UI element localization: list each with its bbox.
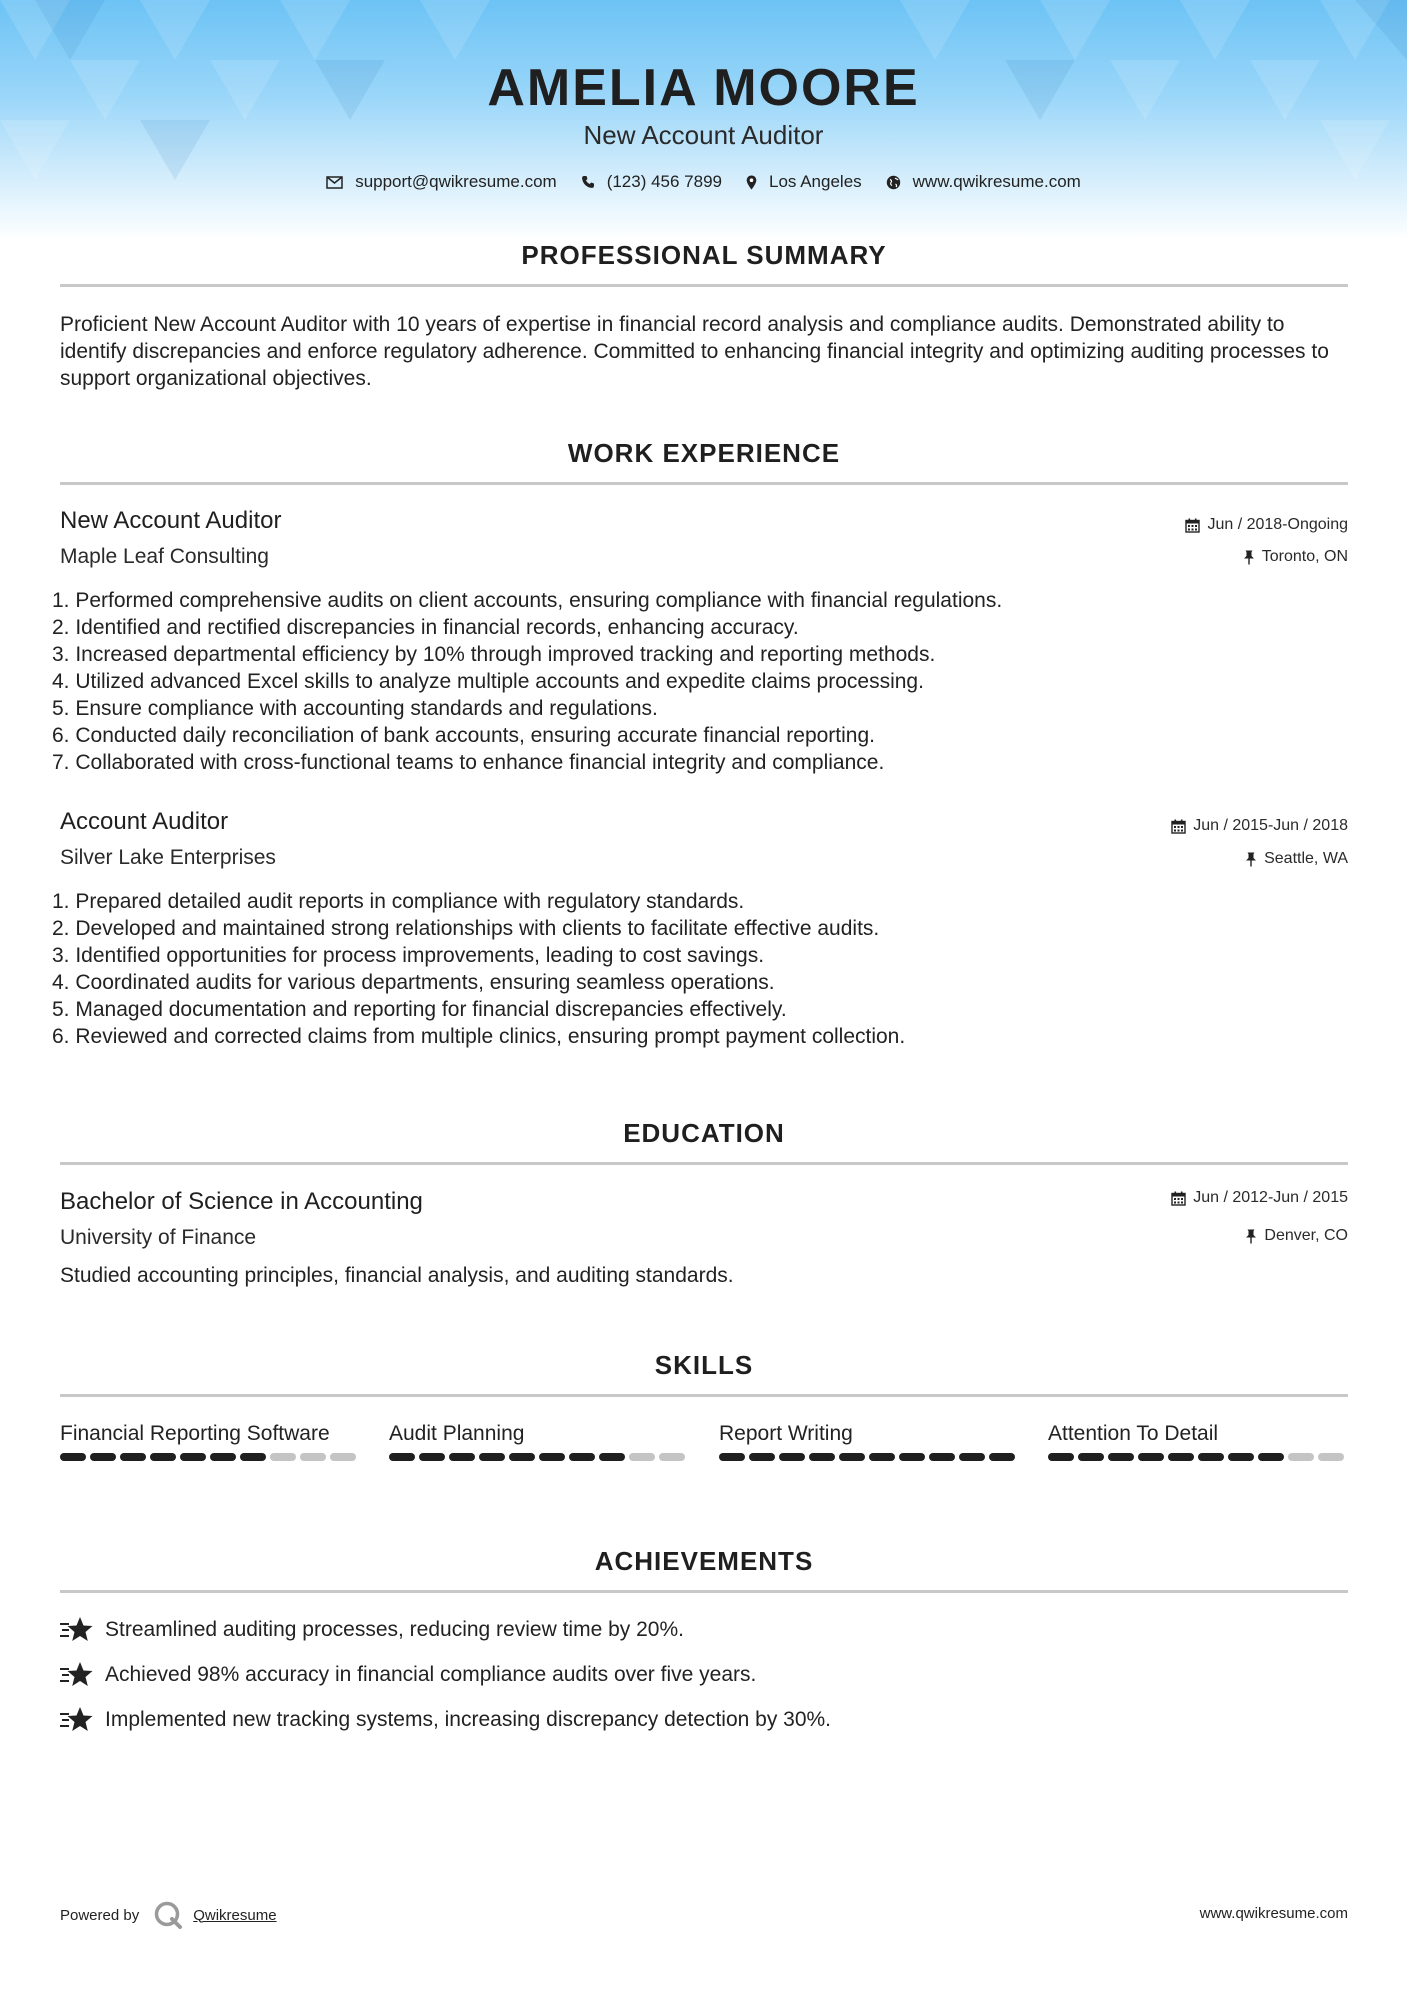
calendar-icon xyxy=(1171,819,1186,834)
job-location-text: Toronto, ON xyxy=(1261,548,1348,565)
star-icon xyxy=(60,1706,93,1734)
globe-icon xyxy=(886,175,901,190)
skill-level-segment xyxy=(839,1453,865,1461)
skill-level-segment xyxy=(1258,1453,1284,1461)
skill-level-segment xyxy=(779,1453,805,1461)
list-item: 7. Collaborated with cross-functional teams to enhance financial integrity and compliance. xyxy=(52,751,885,774)
job-date-text: Jun / 2018-Ongoing xyxy=(1207,516,1348,533)
calendar-icon xyxy=(1171,1191,1186,1206)
skill-level-segment xyxy=(629,1453,655,1461)
skill-level-segment xyxy=(449,1453,475,1461)
skill-level-segment xyxy=(1138,1453,1164,1461)
skill-name: Report Writing xyxy=(719,1422,853,1445)
achievement-item xyxy=(60,1616,684,1644)
map-pin-icon xyxy=(746,175,757,190)
envelope-icon xyxy=(326,176,343,189)
pushpin-icon xyxy=(1245,852,1257,867)
achievement-item xyxy=(60,1661,756,1689)
pushpin-icon xyxy=(1245,1229,1257,1244)
skill-level-segment xyxy=(809,1453,835,1461)
skill-level-segment xyxy=(389,1453,415,1461)
job-location xyxy=(1243,548,1348,566)
achievement-text: Achieved 98% accuracy in financial compliance audits over five years. xyxy=(105,1663,757,1686)
achievement-text: Streamlined auditing processes, reducing review time by 20%. xyxy=(105,1618,684,1641)
skill-level-segment xyxy=(1078,1453,1104,1461)
skill-level-bar xyxy=(1048,1453,1348,1461)
education-date-text: Jun / 2012-Jun / 2015 xyxy=(1193,1189,1348,1206)
skill-level-segment xyxy=(479,1453,505,1461)
experience-divider xyxy=(60,482,1348,485)
job-bullets xyxy=(52,587,1002,776)
education-description: Studied accounting principles, financial analysis, and auditing standards. xyxy=(60,1264,734,1287)
skill-level-segment xyxy=(270,1453,296,1461)
skill-level-segment xyxy=(929,1453,955,1461)
skill-level-bar xyxy=(60,1453,360,1461)
skill-item xyxy=(389,1420,689,1461)
phone-text: (123) 456 7899 xyxy=(606,172,723,191)
summary-divider xyxy=(60,284,1348,287)
job-location xyxy=(1245,850,1348,868)
summary-text: Proficient New Account Auditor with 10 years of expertise in financial record analysis and compliance audits. Demonstrated ability to identify discrepancies and enforce regulatory adherence. Committed to enhancing financial integrity and optimizing auditing processes to support organizational objectives. xyxy=(60,313,1329,390)
achievement-item xyxy=(60,1706,831,1734)
list-item: 6. Reviewed and corrected claims from multiple clinics, ensuring prompt payment collection. xyxy=(52,1025,906,1048)
job-bullets xyxy=(52,888,905,1050)
job-title: Account Auditor xyxy=(60,808,229,835)
skill-name: Audit Planning xyxy=(389,1422,525,1445)
list-item: 3. Identified opportunities for process improvements, leading to cost savings. xyxy=(52,944,765,967)
achievements-heading: ACHIEVEMENTS xyxy=(594,1546,814,1576)
qwikresume-logo-icon xyxy=(153,1900,183,1930)
candidate-role: New Account Auditor xyxy=(583,120,824,150)
skill-level-segment xyxy=(60,1453,86,1461)
job-date xyxy=(1185,516,1348,534)
candidate-name: AMELIA MOORE xyxy=(487,59,920,117)
skill-level-segment xyxy=(150,1453,176,1461)
skill-item xyxy=(60,1420,360,1461)
list-item: 4. Utilized advanced Excel skills to analyze multiple accounts and expedite claims processing. xyxy=(52,670,924,693)
skill-level-segment xyxy=(599,1453,625,1461)
brand-link[interactable]: Qwikresume xyxy=(193,1906,277,1924)
skill-level-segment xyxy=(509,1453,535,1461)
list-item: 5. Ensure compliance with accounting standards and regulations. xyxy=(52,697,658,720)
footer-website[interactable]: www.qwikresume.com xyxy=(1199,1905,1348,1922)
list-item: 4. Coordinated audits for various departments, ensuring seamless operations. xyxy=(52,971,775,994)
achievements-divider xyxy=(60,1590,1348,1593)
skill-level-segment xyxy=(210,1453,236,1461)
phone-icon xyxy=(581,175,595,189)
list-item: 2. Identified and rectified discrepancies in financial records, enhancing accuracy. xyxy=(52,616,799,639)
powered-by-label: Powered by xyxy=(60,1906,140,1924)
skill-item xyxy=(1048,1420,1348,1461)
skill-level-bar xyxy=(719,1453,1019,1461)
email-text: support@qwikresume.com xyxy=(355,172,557,191)
contact-website[interactable] xyxy=(886,172,1081,192)
skill-level-segment xyxy=(959,1453,985,1461)
skill-level-segment xyxy=(1198,1453,1224,1461)
list-item: 1. Performed comprehensive audits on client accounts, ensuring compliance with financial regulations. xyxy=(52,589,1003,612)
contact-bar xyxy=(0,172,1407,192)
experience-heading: WORK EXPERIENCE xyxy=(567,438,841,468)
skill-level-segment xyxy=(749,1453,775,1461)
location-text: Los Angeles xyxy=(769,172,862,191)
skill-level-segment xyxy=(1048,1453,1074,1461)
website-text[interactable]: www.qwikresume.com xyxy=(912,172,1081,191)
job-location-text: Seattle, WA xyxy=(1264,850,1348,867)
education-location-text: Denver, CO xyxy=(1264,1227,1348,1244)
list-item: 5. Managed documentation and reporting for financial discrepancies effectively. xyxy=(52,998,787,1021)
skill-level-segment xyxy=(1318,1453,1344,1461)
skills-heading: SKILLS xyxy=(654,1350,754,1380)
skill-level-segment xyxy=(419,1453,445,1461)
pushpin-icon xyxy=(1243,550,1255,565)
skill-level-bar xyxy=(389,1453,689,1461)
skill-level-segment xyxy=(90,1453,116,1461)
star-icon xyxy=(60,1661,93,1689)
skill-level-segment xyxy=(120,1453,146,1461)
job-date-text: Jun / 2015-Jun / 2018 xyxy=(1193,817,1348,834)
skill-level-segment xyxy=(1108,1453,1134,1461)
skill-level-segment xyxy=(300,1453,326,1461)
skill-level-segment xyxy=(1228,1453,1254,1461)
skill-name: Attention To Detail xyxy=(1048,1422,1219,1445)
footer-powered xyxy=(60,1900,277,1930)
skill-level-segment xyxy=(659,1453,685,1461)
skill-level-segment xyxy=(719,1453,745,1461)
job-date xyxy=(1171,817,1348,835)
school-name: University of Finance xyxy=(60,1226,257,1249)
list-item: 1. Prepared detailed audit reports in compliance with regulatory standards. xyxy=(52,890,745,913)
skills-divider xyxy=(60,1394,1348,1397)
skill-level-segment xyxy=(869,1453,895,1461)
skill-level-segment xyxy=(569,1453,595,1461)
list-item: 3. Increased departmental efficiency by 10% through improved tracking and reporting methods. xyxy=(52,643,936,666)
skill-level-segment xyxy=(539,1453,565,1461)
education-location xyxy=(1245,1227,1348,1245)
job-company: Silver Lake Enterprises xyxy=(60,846,276,869)
skill-level-segment xyxy=(1288,1453,1314,1461)
skill-level-segment xyxy=(1168,1453,1194,1461)
calendar-icon xyxy=(1185,518,1200,533)
skill-name: Financial Reporting Software xyxy=(60,1422,330,1445)
degree-title: Bachelor of Science in Accounting xyxy=(60,1188,423,1215)
job-company: Maple Leaf Consulting xyxy=(60,545,269,568)
skill-level-segment xyxy=(240,1453,266,1461)
skill-item xyxy=(719,1420,1019,1461)
achievement-text: Implemented new tracking systems, increasing discrepancy detection by 30%. xyxy=(105,1708,832,1731)
skill-level-segment xyxy=(330,1453,356,1461)
contact-email[interactable] xyxy=(326,172,557,192)
skill-level-segment xyxy=(989,1453,1015,1461)
list-item: 6. Conducted daily reconciliation of bank accounts, ensuring accurate financial reporting. xyxy=(52,724,875,747)
education-heading: EDUCATION xyxy=(623,1118,785,1148)
job-title: New Account Auditor xyxy=(60,507,282,534)
summary-heading: PROFESSIONAL SUMMARY xyxy=(521,240,887,270)
contact-phone[interactable] xyxy=(581,172,722,192)
education-divider xyxy=(60,1162,1348,1165)
star-icon xyxy=(60,1616,93,1644)
skill-level-segment xyxy=(899,1453,925,1461)
contact-location xyxy=(746,172,862,192)
skill-level-segment xyxy=(180,1453,206,1461)
education-date xyxy=(1171,1189,1348,1207)
list-item: 2. Developed and maintained strong relationships with clients to facilitate effective audits. xyxy=(52,917,880,940)
